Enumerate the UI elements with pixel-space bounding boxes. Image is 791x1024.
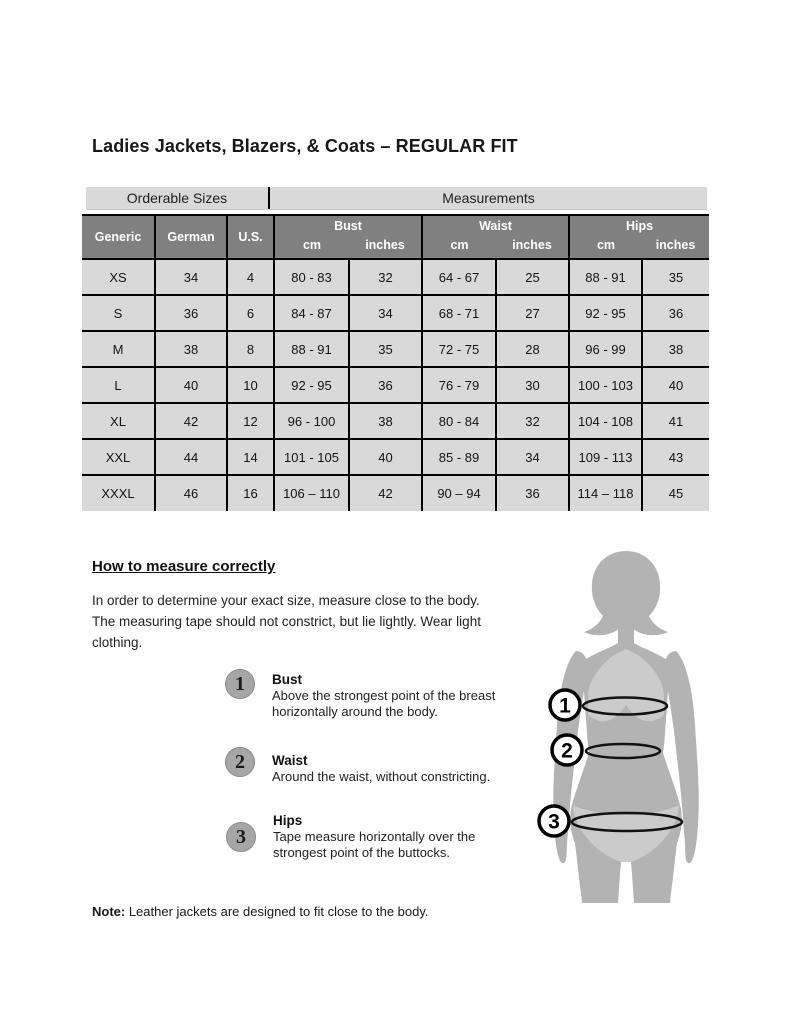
col-header-hips: Hips <box>569 215 709 236</box>
table-group-band <box>86 187 707 210</box>
figure-marker-2 <box>552 735 582 765</box>
size-table-cell: 88 - 91 <box>569 259 642 295</box>
size-table-cell: 45 <box>642 475 709 511</box>
size-table-cell: 38 <box>155 331 227 367</box>
size-table-cell: 114 – 118 <box>569 475 642 511</box>
size-table-row <box>82 403 709 439</box>
marker-number: 2 <box>561 739 573 763</box>
size-table-cell: 36 <box>642 295 709 331</box>
size-table-cell: 106 – 110 <box>274 475 349 511</box>
intro-line: clothing. <box>92 635 143 650</box>
size-table-cell: 44 <box>155 439 227 475</box>
size-table-cell: 43 <box>642 439 709 475</box>
size-table-cell: 4 <box>227 259 274 295</box>
size-table-cell: 35 <box>642 259 709 295</box>
size-table-cell: XS <box>82 259 155 295</box>
footnote-text: Leather jackets are designed to fit close to the body. <box>125 904 429 919</box>
step-text <box>273 812 553 861</box>
size-table-cell: 85 - 89 <box>422 439 496 475</box>
size-table-cell: 80 - 83 <box>274 259 349 295</box>
size-table-cell: 84 - 87 <box>274 295 349 331</box>
measurements-header: Measurements <box>442 190 535 206</box>
size-table-cell: 14 <box>227 439 274 475</box>
size-table-cell: 10 <box>227 367 274 403</box>
footnote <box>92 904 429 919</box>
size-table-cell: 80 - 84 <box>422 403 496 439</box>
col-header-bust: Bust <box>274 215 422 236</box>
step-number: 1 <box>235 672 245 695</box>
size-table-cell: XXXL <box>82 475 155 511</box>
step-label: Waist <box>272 753 308 768</box>
step-text <box>272 671 552 720</box>
intro-line: The measuring tape should not constrict, but lie lightly. Wear light <box>92 614 481 629</box>
howto-intro <box>92 590 481 653</box>
col-header-hips-cm: cm <box>569 236 642 259</box>
size-table-cell: 92 - 95 <box>569 295 642 331</box>
col-header-waist-cm: cm <box>422 236 496 259</box>
size-table-cell: M <box>82 331 155 367</box>
size-table-cell: 32 <box>349 259 422 295</box>
step-text <box>272 752 552 785</box>
size-table-cell: 101 - 105 <box>274 439 349 475</box>
size-table-row <box>82 475 709 511</box>
size-table-cell: 46 <box>155 475 227 511</box>
size-table-row <box>82 439 709 475</box>
size-table-cell: 64 - 67 <box>422 259 496 295</box>
size-table-cell: L <box>82 367 155 403</box>
size-table-cell: 42 <box>155 403 227 439</box>
step-number: 2 <box>235 750 245 773</box>
size-table-cell: 72 - 75 <box>422 331 496 367</box>
step-description-line: horizontally around the body. <box>272 704 438 719</box>
step-description-line: strongest point of the buttocks. <box>273 845 451 860</box>
size-table-cell: 104 - 108 <box>569 403 642 439</box>
size-table-cell: 92 - 95 <box>274 367 349 403</box>
size-table-row <box>82 259 709 295</box>
size-table-cell: 38 <box>642 331 709 367</box>
size-table-row <box>82 331 709 367</box>
size-table-cell: 34 <box>496 439 569 475</box>
size-table-cell: 34 <box>349 295 422 331</box>
size-table-cell: 41 <box>642 403 709 439</box>
size-table-cell: XL <box>82 403 155 439</box>
size-table-cell: 36 <box>155 295 227 331</box>
size-table-cell: 25 <box>496 259 569 295</box>
size-table-cell: 30 <box>496 367 569 403</box>
marker-number: 3 <box>548 810 560 834</box>
size-table-cell: 32 <box>496 403 569 439</box>
size-table-cell: 88 - 91 <box>274 331 349 367</box>
figure-marker-1 <box>550 690 580 720</box>
footnote-label: Note: <box>92 904 126 919</box>
size-table-cell: 40 <box>349 439 422 475</box>
size-table-row <box>82 367 709 403</box>
size-table-cell: 38 <box>349 403 422 439</box>
step-label: Bust <box>272 672 302 687</box>
intro-line: In order to determine your exact size, measure close to the body. <box>92 593 480 608</box>
size-table <box>82 214 709 511</box>
size-table-cell: XXL <box>82 439 155 475</box>
size-table-cell: 76 - 79 <box>422 367 496 403</box>
size-table-cell: 34 <box>155 259 227 295</box>
body-measurement-figure <box>530 545 790 945</box>
step-description-line: Around the waist, without constricting. <box>272 769 491 784</box>
howto-heading: How to measure correctly <box>92 558 276 575</box>
size-table-cell: 36 <box>349 367 422 403</box>
size-table-cell: 16 <box>227 475 274 511</box>
size-table-cell: 109 - 113 <box>569 439 642 475</box>
size-table-cell: 36 <box>496 475 569 511</box>
col-header-waist: Waist <box>422 215 569 236</box>
size-table-cell: S <box>82 295 155 331</box>
size-table-cell: 42 <box>349 475 422 511</box>
col-header-bust-inches: inches <box>349 236 422 259</box>
col-header-waist-inches: inches <box>496 236 569 259</box>
size-table-cell: 96 - 99 <box>569 331 642 367</box>
size-table-row <box>82 295 709 331</box>
size-table-cell: 6 <box>227 295 274 331</box>
size-table-cell: 28 <box>496 331 569 367</box>
step-number-badge <box>225 747 255 777</box>
page-title: Ladies Jackets, Blazers, & Coats – REGULAR FIT <box>92 136 518 156</box>
step-number-badge <box>226 822 256 852</box>
step-description-line: Above the strongest point of the breast <box>272 688 496 703</box>
step-number: 3 <box>236 825 246 848</box>
orderable-sizes-header: Orderable Sizes <box>126 190 228 206</box>
size-table-cell: 27 <box>496 295 569 331</box>
step-label: Hips <box>273 813 303 828</box>
col-header-german: German <box>155 215 227 259</box>
size-table-cell: 100 - 103 <box>569 367 642 403</box>
size-table-cell: 8 <box>227 331 274 367</box>
size-table-cell: 68 - 71 <box>422 295 496 331</box>
size-table-cell: 35 <box>349 331 422 367</box>
size-table-cell: 40 <box>155 367 227 403</box>
col-header-us: U.S. <box>227 215 274 259</box>
size-table-cell: 96 - 100 <box>274 403 349 439</box>
col-header-hips-inches: inches <box>642 236 709 259</box>
size-table-cell: 40 <box>642 367 709 403</box>
marker-number: 1 <box>559 694 571 718</box>
col-header-generic: Generic <box>82 215 155 259</box>
size-table-cell: 90 – 94 <box>422 475 496 511</box>
step-description-line: Tape measure horizontally over the <box>273 829 476 844</box>
size-table-cell: 12 <box>227 403 274 439</box>
figure-marker-3 <box>539 806 569 836</box>
step-number-badge <box>225 669 255 699</box>
col-header-bust-cm: cm <box>274 236 349 259</box>
